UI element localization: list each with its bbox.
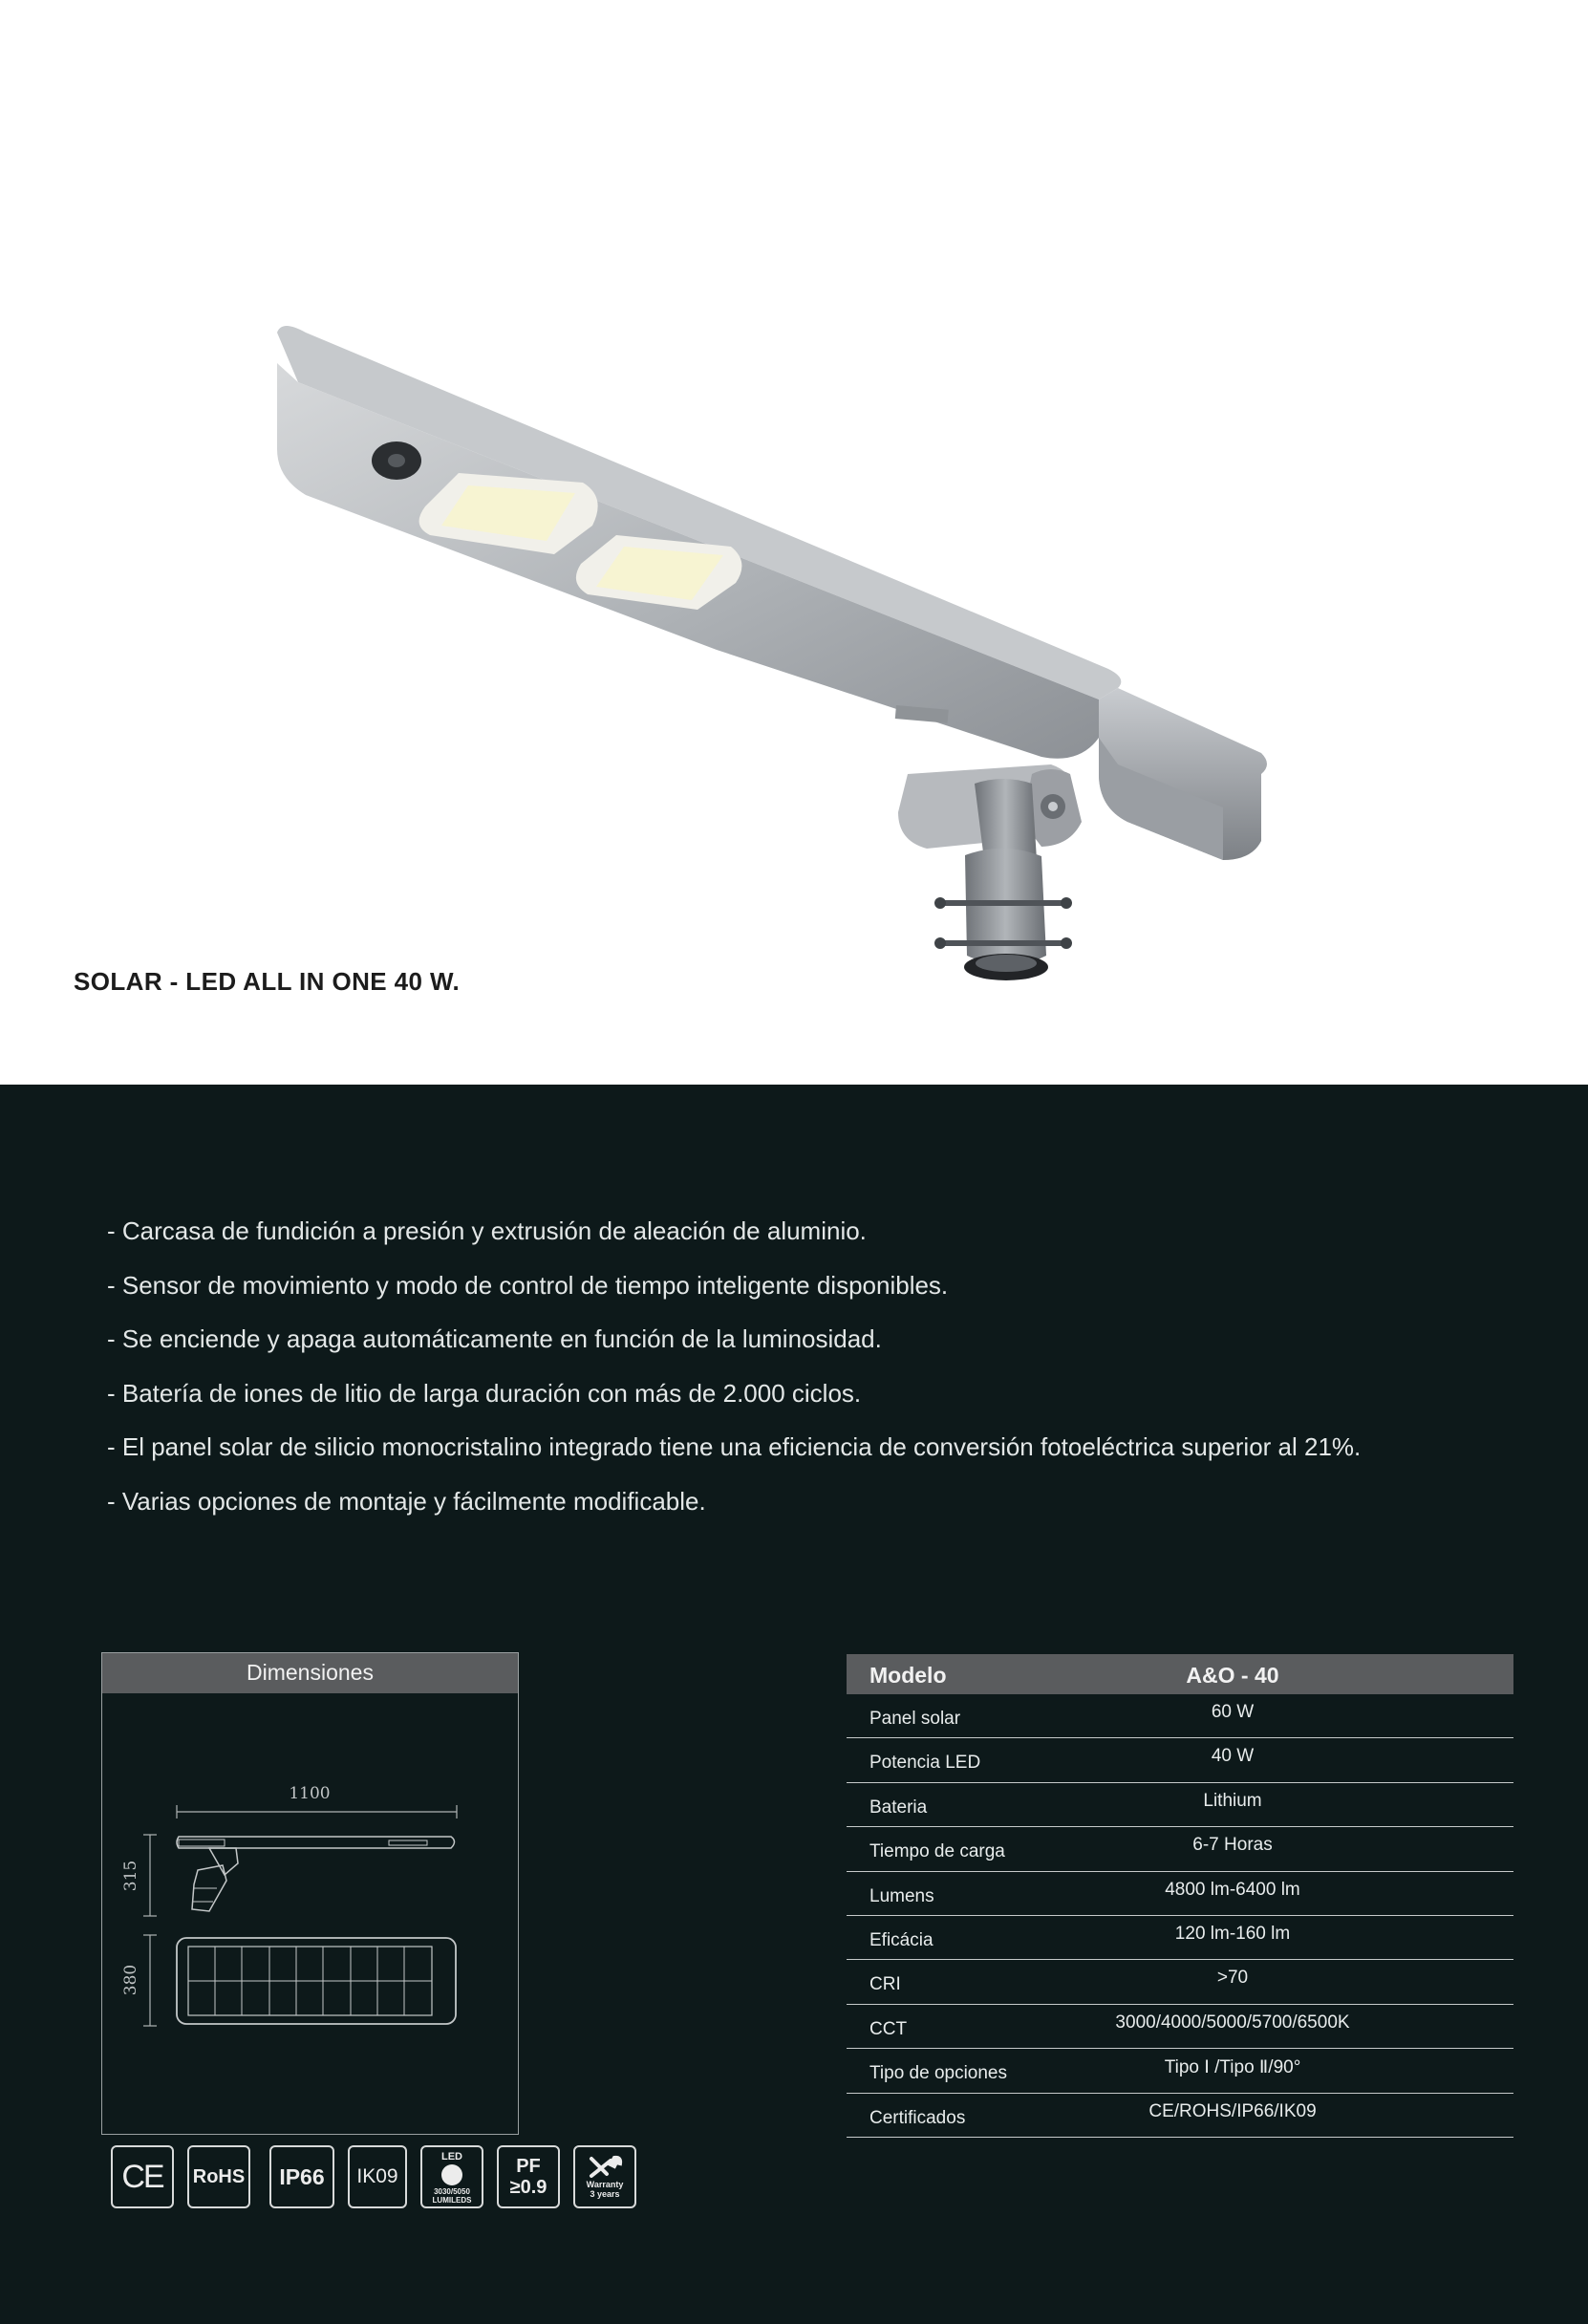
spec-value: 3000/4000/5000/5700/6500K	[1115, 2012, 1350, 2033]
spec-row	[847, 2049, 1513, 2093]
spec-header-value: A&O - 40	[1186, 1663, 1279, 1688]
warranty-badge-top: Warranty	[586, 2180, 624, 2189]
spec-row	[847, 2005, 1513, 2049]
dimension-length-label: 1100	[289, 1784, 331, 1803]
spec-header-key: Modelo	[869, 1663, 947, 1688]
spec-value: Tipo Ⅰ /Tipo Ⅱ/90°	[1164, 2057, 1301, 2078]
dimensions-heading: Dimensiones	[102, 1653, 518, 1693]
spec-row	[847, 1783, 1513, 1827]
spec-key: Bateria	[869, 1797, 928, 1818]
pf-badge-bottom: ≥0.9	[509, 2177, 547, 2198]
pf-badge-top: PF	[516, 2156, 541, 2177]
spec-key: Eficácia	[869, 1929, 933, 1950]
street-light-illustration	[277, 325, 1290, 994]
spec-key: Lumens	[869, 1885, 934, 1906]
feature-item: - Sensor de movimiento y modo de control de tiempo inteligente disponibles.	[107, 1270, 949, 1300]
feature-item: - Batería de iones de litio de larga duración con más de 2.000 ciclos.	[107, 1378, 862, 1408]
power-factor-badge-icon	[497, 2145, 560, 2208]
led-dot-icon	[441, 2164, 462, 2185]
spec-row	[847, 1960, 1513, 2004]
certification-badges	[111, 2145, 646, 2210]
spec-value: CE/ROHS/IP66/IK09	[1148, 2100, 1317, 2121]
spec-key: Tipo de opciones	[869, 2063, 1008, 2084]
feature-item: - Se enciende y apaga automáticamente en función de la luminosidad.	[107, 1324, 882, 1353]
spec-value: Lithium	[1203, 1790, 1262, 1811]
wrench-icon	[586, 2155, 624, 2180]
spec-value: 60 W	[1211, 1702, 1255, 1722]
spec-row	[847, 1827, 1513, 1871]
ce-badge-icon: CE	[111, 2145, 174, 2208]
spec-key: Tiempo de carga	[869, 1841, 1005, 1862]
spec-value: 40 W	[1211, 1746, 1255, 1767]
product-hero	[0, 0, 1588, 1085]
ik09-badge-icon: IK09	[348, 2145, 407, 2208]
spec-row	[847, 1694, 1513, 1738]
spec-row	[847, 1872, 1513, 1916]
feature-item: - Varias opciones de montaje y fácilmente modificable.	[107, 1486, 706, 1516]
warranty-badge-icon	[573, 2145, 636, 2208]
feature-list	[107, 1212, 1361, 1536]
feature-item: - El panel solar de silicio monocristalino integrado tiene una eficiencia de conversión fotoeléctrica superior al 21%.	[107, 1432, 1362, 1461]
spec-table-header	[847, 1654, 1513, 1694]
rohs-badge-icon: RoHS	[187, 2145, 250, 2208]
spec-key: Panel solar	[869, 1709, 961, 1729]
product-title: SOLAR - LED ALL IN ONE 40 W.	[74, 967, 461, 996]
spec-key: Certificados	[869, 2107, 966, 2128]
dimension-width-label: 380	[121, 1964, 140, 1996]
spec-row	[847, 1916, 1513, 1960]
led-badge-icon	[420, 2145, 483, 2208]
spec-value: >70	[1216, 1968, 1249, 1989]
ip66-badge-icon: IP66	[269, 2145, 334, 2208]
dimension-height-label: 315	[121, 1860, 140, 1892]
warranty-badge-bottom: 3 years	[590, 2189, 620, 2199]
spec-row	[847, 1738, 1513, 1782]
spec-value: 4800 lm-6400 lm	[1165, 1879, 1300, 1900]
spec-table	[847, 1654, 1513, 2138]
spec-key: CRI	[869, 1974, 901, 1995]
led-badge-bottom: 3030/5050 LUMILEDS	[432, 2187, 472, 2205]
spec-value: 120 lm-160 lm	[1174, 1923, 1291, 1944]
spec-value: 6-7 Horas	[1192, 1835, 1273, 1856]
dimensions-panel	[101, 1652, 519, 2135]
spec-row	[847, 2094, 1513, 2138]
spec-key: Potencia LED	[869, 1753, 981, 1774]
feature-item: - Carcasa de fundición a presión y extrusión de aleación de aluminio.	[107, 1216, 867, 1245]
led-badge-top: LED	[441, 2151, 462, 2163]
spec-key: CCT	[869, 2018, 908, 2039]
dimension-drawing	[102, 1693, 517, 2133]
